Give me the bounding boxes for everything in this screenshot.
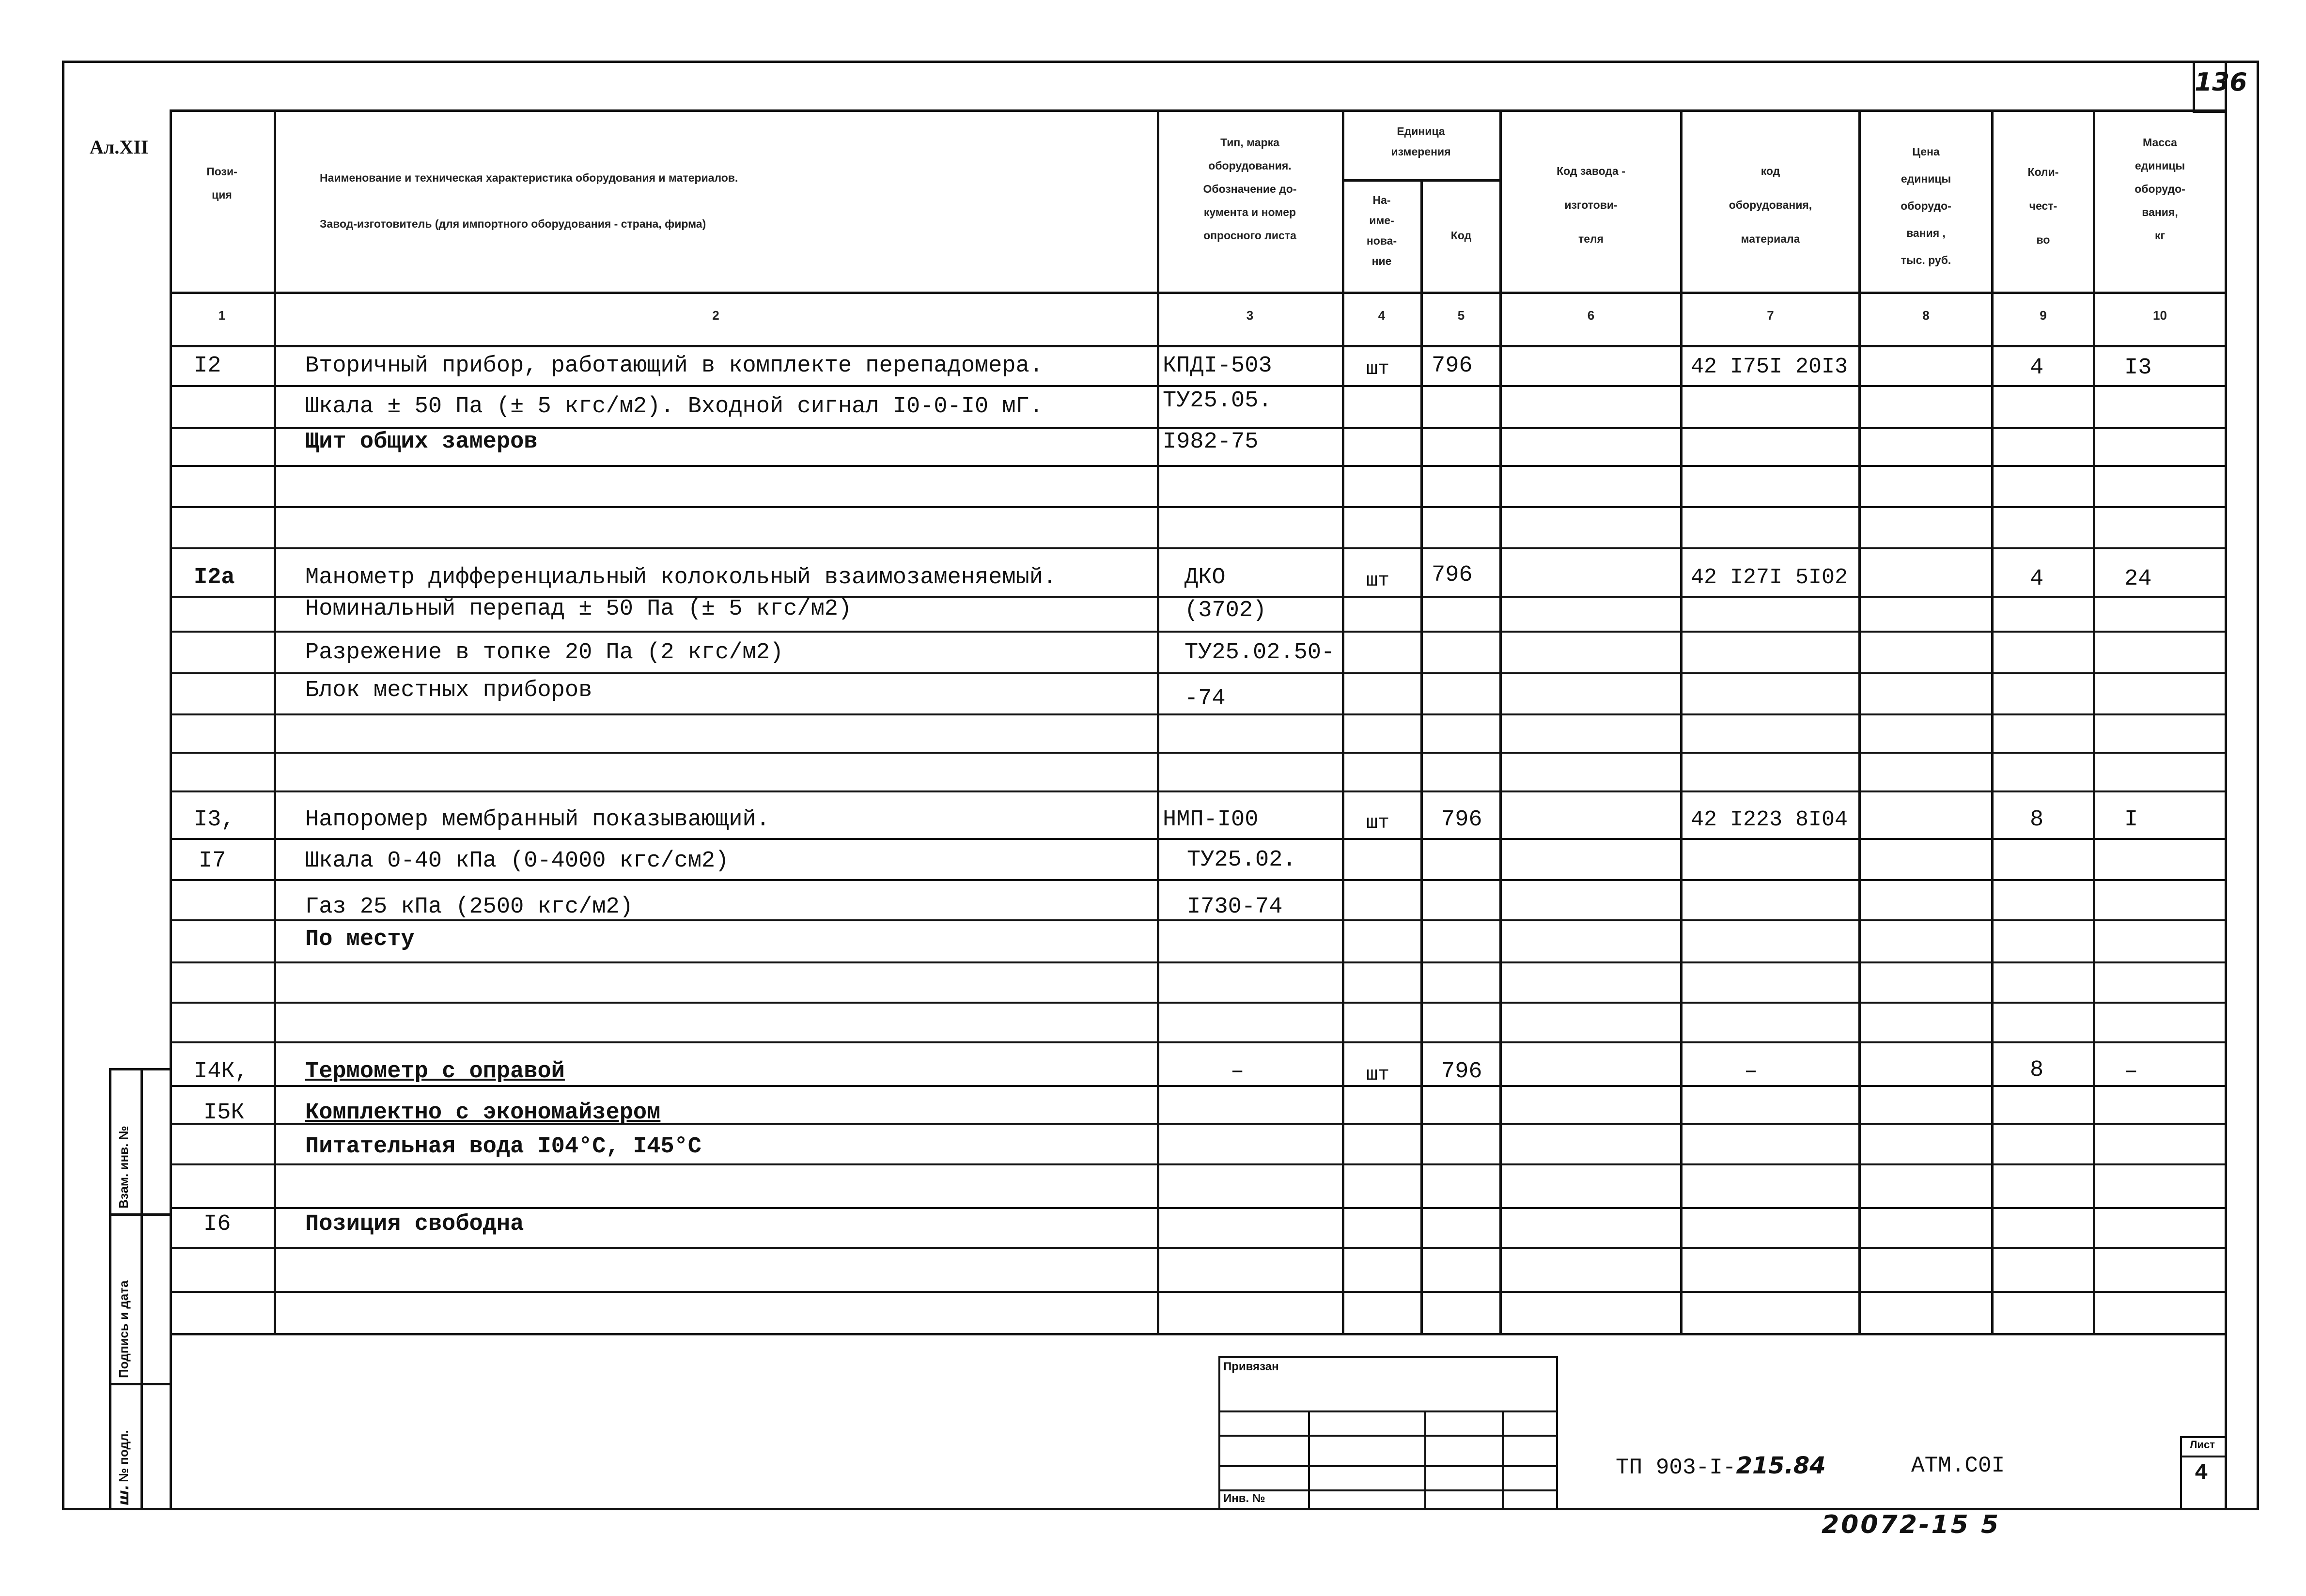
row-line [170, 790, 2226, 792]
side-line [109, 1213, 170, 1216]
qty-cell: 8 [2030, 807, 2044, 833]
mass-cell: I3 [2124, 355, 2152, 381]
col-number: 5 [1457, 308, 1465, 323]
sheet-box-left [2180, 1436, 2182, 1509]
row-line [170, 838, 2226, 840]
album-label: Ал.XII [90, 136, 149, 158]
type-cell: (3702) [1184, 598, 1267, 623]
col-number: 3 [1246, 308, 1254, 323]
col-line-2 [1157, 109, 1159, 1335]
stamp-line [1218, 1435, 1558, 1437]
col-number: 8 [1922, 308, 1930, 323]
side-line [109, 1383, 170, 1385]
row-line [170, 465, 2226, 467]
header-col7: код оборудования, материала [1729, 165, 1812, 245]
table-top [170, 109, 2226, 112]
type-cell: КПДI-503 [1163, 353, 1272, 379]
col-line-1 [274, 109, 276, 1335]
bottom-number: 20072-15 5 [1822, 1510, 2001, 1539]
header-bottom [170, 292, 2226, 294]
row-line [170, 1041, 2226, 1043]
header-col8: Цена единицы оборудо- вания , тыс. руб. [1901, 145, 1951, 266]
sheet-box-mid [2180, 1456, 2226, 1457]
code-cell: 796 [1432, 562, 1473, 588]
row-line [170, 713, 2226, 715]
header-col9: Коли- чест- во [2027, 166, 2059, 246]
pos-cell: I2а [194, 565, 235, 590]
frame-left [62, 61, 64, 1509]
side-col-right [140, 1068, 143, 1509]
mass-cell: I [2124, 807, 2138, 833]
type-cell: НМП-I00 [1163, 807, 1259, 833]
sheet-box-top [2180, 1436, 2226, 1438]
type-cell: I730-74 [1187, 894, 1283, 920]
unit-cell: шт [1366, 1064, 1390, 1086]
type-cell: ТУ25.02. [1187, 847, 1296, 873]
col-number: 2 [712, 308, 719, 323]
name-cell: Газ 25 кПа (2500 кгс/м2) [305, 894, 633, 920]
type-cell: – [1231, 1059, 1245, 1085]
name-cell: Комплектно с экономайзером [305, 1100, 661, 1126]
type-cell: -74 [1184, 686, 1226, 712]
row-line [170, 506, 2226, 508]
col-number: 9 [2040, 308, 2047, 323]
doc-code: АТМ.С0I [1911, 1453, 2005, 1478]
row-line [170, 879, 2226, 881]
name-cell: Манометр дифференциальный колокольный взаимозаменяемый. [305, 565, 1057, 590]
stamp-left [1218, 1356, 1220, 1509]
type-cell: ДКО [1184, 565, 1226, 590]
stamp-inv-label: Инв. № [1223, 1492, 1265, 1505]
name-cell: Вторичный прибор, работающий в комплекте перепадомера. [305, 353, 1044, 379]
name-cell: Напоромер мембранный показывающий. [305, 807, 770, 833]
header-col10: Масса единицы оборудо- вания, кг [2135, 136, 2185, 242]
name-cell: Щит общих замеров [305, 429, 538, 455]
col-number: 10 [2153, 308, 2167, 323]
stamp-line [1218, 1465, 1558, 1467]
col-line-8 [1991, 109, 1994, 1335]
side-label-signature: Подпись и дата [116, 1280, 131, 1378]
project-code [1616, 1452, 1826, 1480]
side-label-replace: Взам. инв. № [116, 1126, 131, 1209]
row-line [170, 1163, 2226, 1165]
pos-cell: I6 [203, 1211, 231, 1237]
stamp-top [1218, 1356, 1558, 1358]
code-cell: 796 [1432, 353, 1473, 379]
side-label-original: № подл. [116, 1430, 131, 1482]
stamp-right [1556, 1356, 1558, 1509]
header-col1: Пози- ция [206, 165, 237, 201]
table-bottom [170, 1333, 2226, 1335]
side-col-left [109, 1068, 111, 1509]
name-cell: По месту [305, 927, 415, 952]
mat-code-cell: 42 I27I 5I02 [1691, 565, 1848, 590]
name-cell: Номинальный перепад ± 50 Па (± 5 кгс/м2) [305, 596, 852, 622]
header-col6: Код завода - изготови- теля [1557, 165, 1625, 245]
name-cell: Блок местных приборов [305, 678, 592, 703]
row-line [170, 672, 2226, 674]
col-line-4 [1420, 180, 1423, 1335]
numbers-bottom [170, 345, 2226, 347]
side-line [109, 1068, 170, 1070]
pos-cell: I7 [199, 848, 226, 874]
stamp-col [1424, 1410, 1426, 1509]
type-cell: ТУ25.05. [1163, 388, 1272, 414]
col-number: 7 [1767, 308, 1774, 323]
pos-cell: I2 [194, 353, 221, 379]
name-cell: Питательная вода I04°С, I45°С [305, 1134, 701, 1160]
header-col4: На- име- нова- ние [1366, 194, 1397, 267]
stamp-col [1308, 1410, 1310, 1509]
row-line [170, 631, 2226, 633]
header-col3: Тип, марка оборудования. Обозначение до- кумента и номер опросного листа [1203, 136, 1297, 242]
side-handwritten: ш. [115, 1484, 132, 1505]
pos-cell: I3, [194, 807, 235, 833]
col-line-5 [1499, 109, 1502, 1335]
stamp-line [1218, 1410, 1558, 1412]
name-cell: Шкала ± 50 Па (± 5 кгс/м2). Входной сигнал I0-0-I0 мГ. [305, 394, 1044, 419]
sheet-mark: 136 [2195, 68, 2247, 97]
mat-code-cell: 42 I75I 20I3 [1691, 355, 1848, 379]
row-line [170, 385, 2226, 387]
row-line [170, 1002, 2226, 1004]
pos-cell: I5К [203, 1100, 245, 1126]
name-cell: Разрежение в топке 20 Па (2 кгс/м2) [305, 640, 784, 666]
row-line [170, 1247, 2226, 1249]
row-line [170, 547, 2226, 549]
header-unit: Единица измерения [1391, 125, 1451, 158]
name-cell: Позиция свободна [305, 1211, 524, 1237]
col-line-3 [1342, 109, 1344, 1335]
sheet-number: 4 [2195, 1460, 2208, 1486]
mass-cell: 24 [2124, 566, 2152, 592]
row-line [170, 752, 2226, 754]
col-line-6 [1680, 109, 1683, 1335]
type-cell: ТУ25.02.50- [1184, 640, 1335, 666]
stamp-col [1502, 1410, 1504, 1509]
col-line-9 [2093, 109, 2095, 1335]
frame-top [62, 61, 2259, 63]
unit-split-line [1342, 179, 1502, 182]
pos-cell: I4К, [194, 1059, 249, 1085]
qty-cell: 4 [2030, 566, 2044, 592]
unit-cell: шт [1366, 358, 1390, 380]
row-line [170, 1207, 2226, 1209]
stamp-line [1218, 1489, 1558, 1491]
row-line [170, 1291, 2226, 1293]
name-cell: Шкала 0-40 кПа (0-4000 кгс/см2) [305, 848, 729, 874]
header-col2: Наименование и техническая характеристика оборудования и материалов. Завод-изготовитель (для импортного оборудования - страна, фирма) [320, 171, 738, 230]
col-number: 6 [1587, 308, 1595, 323]
mat-code-cell: 42 I223 8I04 [1691, 807, 1848, 832]
type-cell: I982-75 [1163, 429, 1259, 455]
sheet-label: Лист [2190, 1439, 2215, 1451]
col-line-7 [1858, 109, 1861, 1335]
header-col5: Код [1450, 229, 1472, 242]
mat-code-cell: – [1744, 1059, 1758, 1085]
unit-cell: шт [1366, 812, 1390, 834]
project-prefix: ТП 903-I- [1616, 1455, 1736, 1480]
frame-right [2257, 61, 2259, 1509]
qty-cell: 8 [2030, 1057, 2044, 1083]
code-cell: 796 [1441, 1059, 1482, 1085]
name-cell: Термометр с оправой [305, 1059, 565, 1085]
stamp-tied-label: Привязан [1223, 1360, 1279, 1373]
unit-cell: шт [1366, 570, 1390, 592]
mass-cell: – [2124, 1059, 2138, 1085]
col-number: 1 [218, 308, 226, 323]
col-number: 4 [1378, 308, 1386, 323]
code-cell: 796 [1441, 807, 1482, 833]
project-hand: 215.84 [1736, 1452, 1826, 1479]
row-line [170, 961, 2226, 963]
qty-cell: 4 [2030, 355, 2044, 381]
